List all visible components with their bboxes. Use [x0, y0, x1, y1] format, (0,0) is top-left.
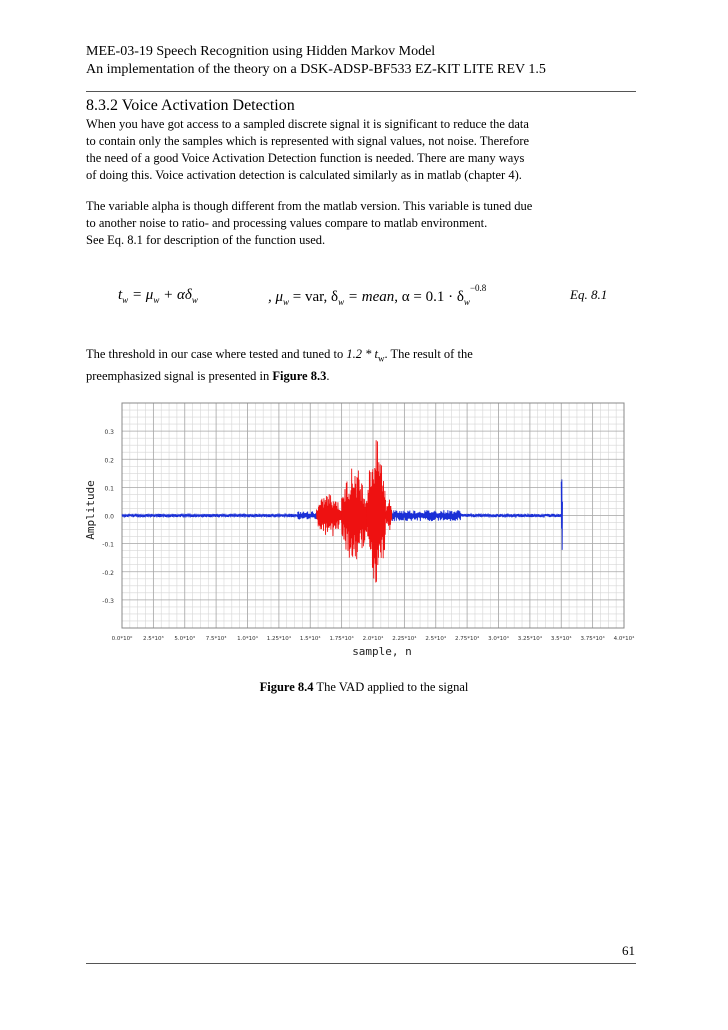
paragraph-3 [86, 346, 646, 385]
x-tick-label: 2.75*10⁴ [455, 636, 480, 642]
series-unvoiced-segment [298, 511, 317, 519]
paragraph-1-line-4: of doing this. Voice activation detection is calculated similarly as in matlab (chapter 4). [86, 168, 522, 182]
eq-mu: = μ [128, 287, 154, 303]
x-tick-label: 3.25*10⁴ [517, 636, 542, 642]
y-tick-label: -0.1 [102, 541, 114, 549]
x-tick-label: 2.25*10⁴ [392, 636, 417, 642]
eq-t: t [118, 287, 123, 303]
para3-text: preemphasized signal is presented in [86, 368, 273, 383]
y-tick-label: 0.3 [104, 429, 114, 437]
x-tick-label: 2.0*10⁴ [362, 636, 384, 642]
series-voiced [317, 440, 392, 582]
eq-sub: w [283, 297, 290, 307]
x-tick-label: 3.5*10⁴ [550, 636, 572, 642]
eq-sub: w [191, 295, 198, 305]
y-tick-labels [102, 429, 114, 605]
series-voiced-burst [342, 469, 367, 560]
series-voiced-burst [367, 440, 386, 582]
eq-mu-def: , μ [268, 289, 284, 305]
equation-right-part [268, 283, 487, 307]
eq-sub: w [153, 295, 160, 305]
y-axis-label: Amplitude [84, 480, 97, 540]
caption-label: Figure 8.4 [259, 680, 314, 694]
paragraph-3-line-2 [86, 368, 646, 385]
x-tick-label: 1.5*10⁴ [299, 636, 321, 642]
series-voiced-burst [386, 500, 392, 530]
eq-exponent: −0.8 [469, 283, 487, 293]
equation-label: Eq. 8.1 [570, 287, 608, 302]
equation-8-1 [118, 281, 638, 311]
series-unvoiced-segment [392, 510, 461, 521]
eq-sub: w [122, 295, 129, 305]
y-tick-label: 0.2 [104, 457, 114, 465]
paragraph-2 [86, 198, 646, 249]
x-tick-label: 3.75*10⁴ [580, 636, 605, 642]
caption-text: The VAD applied to the signal [313, 680, 469, 694]
eq-sub: w [463, 297, 470, 307]
paragraph-2-line-1: The variable alpha is though different from the matlab version. This variable is tuned due [86, 199, 533, 213]
x-tick-label: 1.0*10⁴ [237, 636, 258, 642]
para3-text: The threshold in our case where tested and tuned to [86, 347, 347, 361]
x-tick-label: 5.0*10³ [174, 636, 196, 642]
header-line-2: An implementation of the theory on a DSK-ADSP-BF533 EZ-KIT LITE REV 1.5 [86, 62, 546, 77]
equation-left-part [118, 287, 198, 305]
vad-signal-chart [82, 395, 642, 665]
para3-text: . The result of the [384, 347, 473, 361]
x-tick-label: 3.0*10⁴ [488, 636, 509, 642]
x-tick-label: 7.5*10³ [205, 636, 227, 642]
paragraph-3-line-1 [86, 346, 646, 368]
x-tick-label: 1.25*10⁴ [266, 636, 291, 642]
x-tick-label: 2.5*10⁴ [425, 636, 447, 642]
header-rule [86, 91, 636, 92]
x-axis-label: sample, n [352, 645, 412, 658]
x-tick-label: 1.75*10⁴ [329, 636, 354, 642]
eq-alpha-def: , α = 0.1 · δ [394, 289, 464, 305]
paragraph-2-line-2: to another noise to ratio- and processing values compare to matlab environment. [86, 216, 488, 230]
para3-text: . [326, 368, 330, 383]
x-tick-labels [112, 635, 635, 642]
footer-rule [86, 963, 636, 964]
threshold-sub: w [377, 353, 385, 364]
section-title: 8.3.2 Voice Activation Detection [86, 97, 295, 114]
x-tick-label: 4.0*10⁴ [613, 636, 635, 642]
document-header [86, 43, 546, 79]
y-tick-label: -0.3 [102, 597, 114, 605]
eq-sub: w [338, 297, 345, 307]
figure-reference: Figure 8.3 [272, 368, 327, 383]
x-tick-label: 0.0*10⁰ [111, 636, 133, 642]
paragraph-1-line-2: to contain only the samples which is represented with signal values, not noise. Therefore [86, 134, 530, 148]
y-tick-label: 0.1 [104, 485, 114, 493]
y-tick-label: -0.2 [102, 569, 114, 577]
paragraph-2-line-3: See Eq. 8.1 for description of the function used. [86, 233, 326, 247]
figure-caption [0, 680, 728, 695]
paragraph-1-line-1: When you have got access to a sampled discrete signal it is significant to reduce the data [86, 117, 529, 131]
eq-mean: = mean [344, 289, 395, 305]
eq-alpha-delta: + αδ [159, 287, 192, 303]
y-tick-label: 0.0 [104, 513, 114, 521]
page-number: 61 [622, 943, 635, 958]
vad-signal-figure [82, 395, 642, 665]
header-line-1: MEE-03-19 Speech Recognition using Hidden Markov Model [86, 44, 436, 59]
threshold-value: 1.2 * t [346, 347, 378, 361]
paragraph-1-line-3: the need of a good Voice Activation Detection function is needed. There are many ways [86, 151, 525, 165]
x-tick-label: 2.5*10³ [143, 636, 164, 642]
paragraph-1 [86, 116, 646, 184]
eq-var-delta: = var, δ [289, 289, 339, 305]
